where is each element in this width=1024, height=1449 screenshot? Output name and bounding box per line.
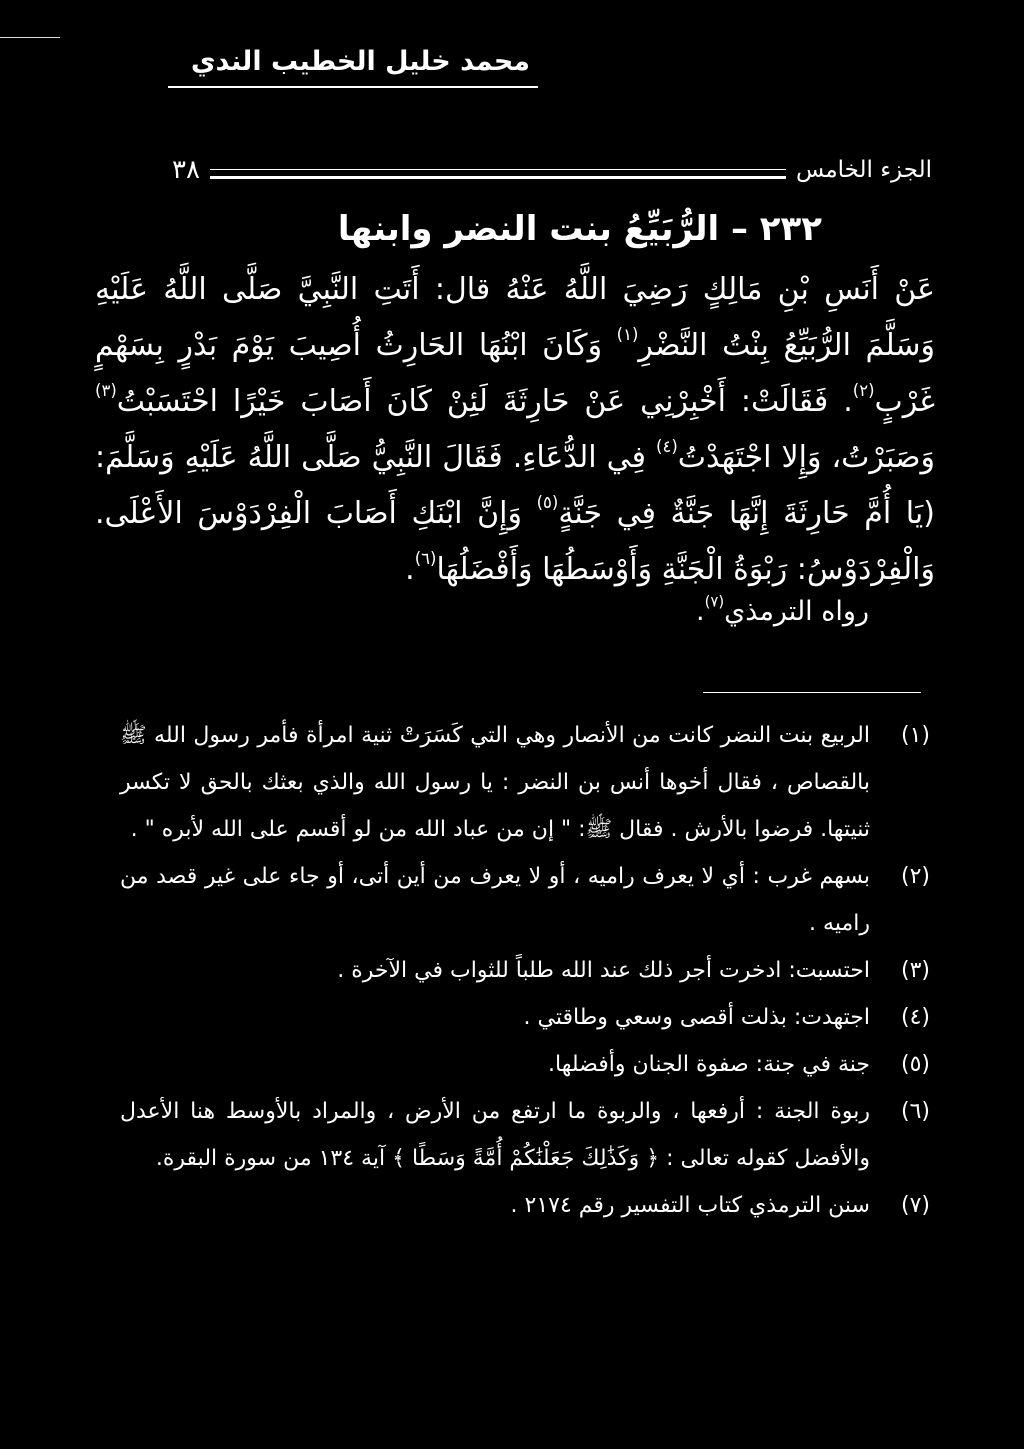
running-head-author: محمد خليل الخطيب الندي	[190, 46, 530, 77]
footnote-ref-1[interactable]: (١)	[616, 325, 639, 345]
footnotes-list	[120, 712, 930, 1229]
hadith-text-1: عَنْ أَنَسِ بْنِ مَالِكٍ رَضِيَ اللَّهُ عَنْهُ قال: أَتَتِ النَّبِيَّ صَلَّى اللَّهُ عَلَيْهِ وَسَلَّمَ الرُّبَيِّعُ بِنْتُ النَّضْرِ	[95, 272, 936, 363]
hadith-text-2: وَكَانَ ابْنُهَا الحَارِثُ أُصِيبَ يَوْمَ بَدْرٍ بِسَهْمٍ غَرْبٍ	[95, 328, 935, 419]
hadith-text-5: فِي الدُّعَاءِ. فَقَالَ النَّبِيُّ صَلَّى اللَّهُ عَلَيْهِ وَسَلَّمَ: (يَا أُمَّ حَارِثَةَ إِنَّهَا جَنَّةٌ فِي جَنَّةٍ	[95, 440, 935, 531]
footnote-number: (٢)	[900, 864, 930, 889]
top-corner-rule	[0, 37, 60, 38]
hadith-title: ٢٣٢ – الرُّبَيِّعُ بنت النضر وابنها	[337, 209, 823, 249]
hadith-text-3: . فَقَالَتْ: أَخْبِرْنِي عَنْ حَارِثَةَ لَئِنْ كَانَ أَصَابَ خَيْرًا احْتَسَبْتُ	[116, 384, 853, 419]
hadith-body	[95, 262, 935, 598]
footnote-text: ربوة الجنة : أرفعها ، والربوة ما ارتفع من الأرض ، والمراد بالأوسط هنا الأعدل والأفضل كقوله تعالى : ﴿ وَكَذَٰلِكَ جَعَلْنَٰكُمْ أُمَّةً وَسَطًا ﴾ آية ١٣٤ من سورة البقرة.	[120, 1099, 870, 1171]
source-end: .	[695, 596, 705, 627]
hadith-text-6: وَإِنَّ ابْنَكِ أَصَابَ الْفِرْدَوْسَ الأَعْلَى. وَالْفِرْدَوْسُ: رَبْوَةُ الْجَنَّةِ وَأَوْسَطُهَا وَأَفْضَلُهَا	[95, 496, 935, 587]
running-head-underline	[168, 86, 538, 88]
footnote-item	[120, 712, 930, 853]
footnote-number: (٥)	[900, 1052, 930, 1077]
footnote-item	[120, 853, 930, 947]
hadith-text-4: وَصَبَرْتُ، وَإِلا اجْتَهَدْتُ	[677, 440, 935, 475]
footnote-ref-3[interactable]: (٣)	[95, 381, 117, 401]
footnote-text: اجتهدت: بذلت أقصى وسعي وطاقتي .	[523, 1005, 870, 1030]
part-label: الجزء الخامس	[796, 157, 932, 183]
footnote-number: (٦)	[900, 1099, 930, 1124]
footnote-number: (١)	[900, 723, 930, 748]
footnote-number: (٤)	[900, 1005, 930, 1030]
page-number: ٣٨	[172, 155, 200, 185]
footnote-ref-6[interactable]: (٦)	[414, 549, 437, 569]
footnote-text: الربيع بنت النضر كانت من الأنصار وهي التي كَسَرَتْ ثنية امرأة فأمر رسول الله ﷺ بالقصاص ، فقال أخوها أنس بن النضر : يا رسول الله والذي بعثك بالحق لا تكسر ثنيتها. فرضوا بالأرش . فقال ﷺ: " إن من عباد الله من لو أقسم على الله لأبره " .	[120, 723, 870, 842]
footnote-separator	[703, 692, 921, 693]
footnote-text: سنن الترمذي كتاب التفسير رقم ٢١٧٤ .	[510, 1193, 870, 1218]
footnote-item	[120, 1088, 930, 1182]
footnote-number: (٧)	[900, 1193, 930, 1218]
footnote-item	[120, 994, 930, 1041]
footnote-text: بسهم غرب : أي لا يعرف راميه ، أو لا يعرف من أين أتى، أو جاء على غير قصد من راميه .	[120, 864, 870, 936]
footnote-number: (٣)	[900, 958, 930, 983]
footnote-ref-4[interactable]: (٤)	[656, 437, 678, 457]
footnote-item	[120, 1041, 930, 1088]
footnote-item	[120, 1182, 930, 1229]
footnote-text: جنة في جنة: صفوة الجنان وأفضلها.	[548, 1052, 870, 1077]
hadith-source	[696, 590, 869, 634]
hadith-text-7: .	[405, 552, 415, 587]
source-text: رواه الترمذي	[724, 596, 869, 627]
header-rule	[210, 169, 786, 179]
footnote-ref-5[interactable]: (٥)	[536, 493, 559, 513]
footnote-item	[120, 947, 930, 994]
footnote-ref-2[interactable]: (٢)	[852, 381, 875, 401]
footnote-text: احتسبت: ادخرت أجر ذلك عند الله طلباً للثواب في الآخرة .	[337, 958, 870, 983]
page-header	[172, 152, 932, 188]
footnote-ref-7[interactable]: (٧)	[704, 592, 725, 611]
